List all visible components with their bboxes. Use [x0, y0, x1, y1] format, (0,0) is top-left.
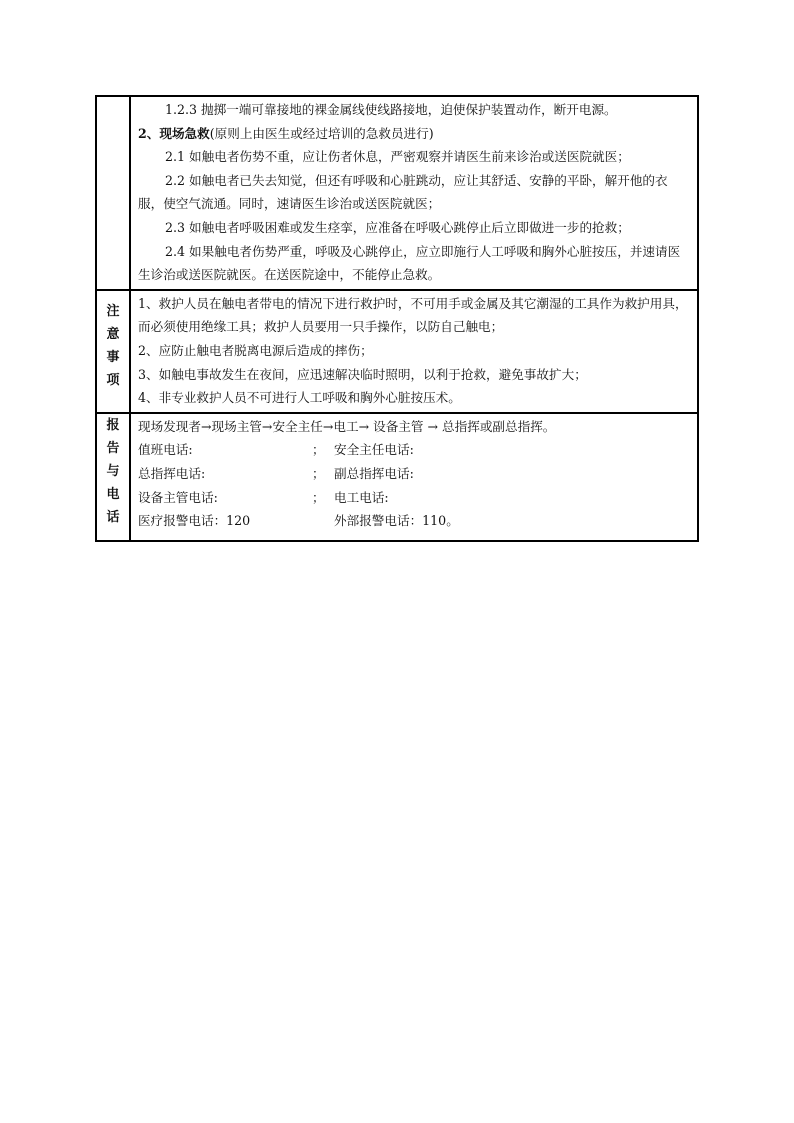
- precautions-content: [130, 290, 698, 413]
- report-phone-row: [96, 413, 698, 541]
- medical-emergency-phone: 医疗报警电话：120: [138, 513, 251, 529]
- precautions-row: [96, 290, 698, 413]
- precautions-label: 注意事项: [106, 303, 120, 388]
- procedure-table: [95, 95, 699, 542]
- equipment-manager-phone-label: 设备主管电话:: [138, 489, 218, 505]
- precaution-item-2: 2、应防止触电者脱离电源后造成的摔伤；: [138, 342, 373, 358]
- report-chain: 现场发现者→现场主管→安全主任→电工→ 设备主管 → 总指挥或副总指挥。: [138, 418, 556, 434]
- report-phone-content: [130, 413, 698, 541]
- step-2-2: 2.2 如触电者已失去知觉，但还有呼吸和心脏跳动，应让其舒适、安静的平卧，解开他的衣服，使空气流通。同时，速请医生诊治或送医院就医；: [138, 172, 668, 212]
- step-2-3: 2.3 如触电者呼吸困难或发生痉挛，应准备在呼吸心跳停止后立即做进一步的抢救；: [165, 219, 630, 235]
- step-1-2-3: 1.2.3 抛掷一端可靠接地的裸金属线使线路接地，迫使保护装置动作，断开电源。: [165, 102, 617, 117]
- safety-director-phone-label: 安全主任电话:: [334, 442, 414, 458]
- rescue-section-row: [96, 96, 698, 290]
- step-2-4: 2.4 如果触电者伤势严重，呼吸及心跳停止，应立即施行人工呼吸和胸外心脏按压，并速请医生诊治或送医院就医。在送医院途中，不能停止急救。: [138, 243, 681, 283]
- heading-title: 现场急救: [159, 125, 210, 141]
- separator: ；: [312, 442, 325, 458]
- separator: ；: [312, 465, 325, 481]
- spacer: [312, 509, 334, 533]
- duty-phone-label: 值班电话:: [138, 442, 193, 458]
- precautions-label-cell: [96, 290, 130, 413]
- phone-row-4: [138, 509, 691, 533]
- chief-commander-phone-label: 总指挥电话:: [138, 465, 206, 481]
- heading-number: 2、: [138, 125, 160, 141]
- precaution-item-1: 1、救护人员在触电者带电的情况下进行救护时，不可用手或金属及其它潮湿的工具作为救护用具，而必须使用绝缘工具；救护人员要用一只手操作，以防自己触电；: [138, 295, 688, 335]
- phone-row-3: [138, 486, 691, 510]
- report-phone-label: 报告与电话: [106, 417, 120, 525]
- rescue-section-label-cell: [96, 96, 130, 290]
- separator: ；: [312, 489, 325, 505]
- heading-note: (原则上由医生或经过培训的急救员进行): [209, 125, 434, 141]
- precaution-item-4: 4、非专业救护人员不可进行人工呼吸和胸外心脏按压术。: [138, 390, 461, 406]
- onsite-first-aid-heading: [138, 122, 691, 146]
- precaution-item-3: 3、如触电事故发生在夜间，应迅速解决临时照明，以利于抢救，避免事故扩大；: [138, 366, 587, 382]
- external-emergency-phone: 外部报警电话：110。: [334, 513, 459, 529]
- electrician-phone-label: 电工电话:: [334, 489, 389, 505]
- vice-chief-phone-label: 副总指挥电话:: [334, 465, 414, 481]
- phone-row-1: [138, 438, 691, 462]
- rescue-section-content: [130, 96, 698, 290]
- step-2-1: 2.1 如触电者伤势不重，应让伤者休息，严密观察并请医生前来诊治或送医院就医；: [165, 149, 630, 165]
- phone-row-2: [138, 462, 691, 486]
- report-phone-label-cell: [96, 413, 130, 541]
